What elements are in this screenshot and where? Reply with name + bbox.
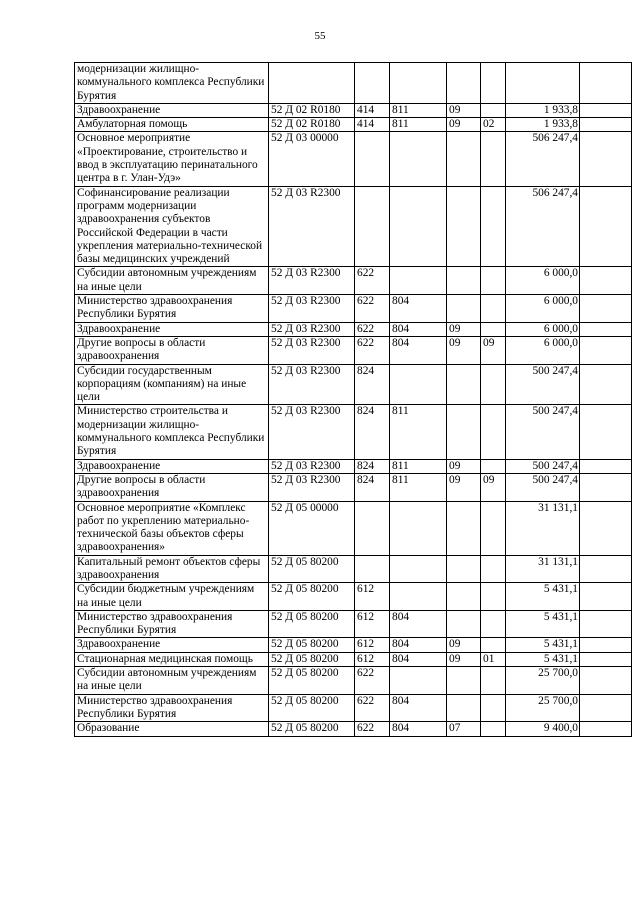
row-name-cell: Субсидии государственным корпорациям (компаниям) на иные цели [75, 364, 269, 405]
expense-type-code-cell [355, 555, 390, 583]
target-article-code-cell: 52 Д 05 80200 [269, 722, 355, 736]
subsection-code-cell [481, 103, 506, 117]
target-article-code-cell: 52 Д 03 R2300 [269, 405, 355, 459]
empty-column-cell [580, 364, 632, 405]
table-row [75, 186, 632, 267]
row-name-cell: Субсидии автономным учреждениям на иные цели [75, 267, 269, 295]
section-code-cell [447, 694, 481, 722]
section-code-cell: 09 [447, 322, 481, 336]
section-code-cell [447, 583, 481, 611]
section-code-cell: 07 [447, 722, 481, 736]
table-row [75, 267, 632, 295]
table-row [75, 694, 632, 722]
table-row [75, 132, 632, 186]
main-manager-code-cell: 804 [390, 322, 447, 336]
row-name-cell: Основное мероприятие «Проектирование, строительство и ввод в эксплуатацию перинатального центра в г. Улан-Удэ» [75, 132, 269, 186]
main-manager-code-cell [390, 667, 447, 695]
target-article-code-cell: 52 Д 03 00000 [269, 132, 355, 186]
target-article-code-cell: 52 Д 05 80200 [269, 667, 355, 695]
subsection-code-cell [481, 132, 506, 186]
row-name-cell: Здравоохранение [75, 103, 269, 117]
target-article-code-cell: 52 Д 03 R2300 [269, 186, 355, 267]
expense-type-code-cell: 824 [355, 364, 390, 405]
main-manager-code-cell: 804 [390, 295, 447, 323]
expense-type-code-cell: 622 [355, 336, 390, 364]
section-code-cell [447, 555, 481, 583]
row-name-cell: Субсидии бюджетным учреждениям на иные цели [75, 583, 269, 611]
empty-column-cell [580, 652, 632, 666]
empty-column-cell [580, 63, 632, 104]
empty-column-cell [580, 638, 632, 652]
main-manager-code-cell [390, 364, 447, 405]
subsection-code-cell [481, 63, 506, 104]
table-row [75, 610, 632, 638]
amount-cell: 5 431,1 [506, 638, 580, 652]
section-code-cell [447, 405, 481, 459]
expense-type-code-cell: 612 [355, 652, 390, 666]
page-number: 55 [314, 30, 326, 42]
target-article-code-cell: 52 Д 05 80200 [269, 694, 355, 722]
empty-column-cell [580, 501, 632, 555]
row-name-cell: Стационарная медицинская помощь [75, 652, 269, 666]
subsection-code-cell [481, 295, 506, 323]
target-article-code-cell: 52 Д 03 R2300 [269, 295, 355, 323]
target-article-code-cell: 52 Д 03 R2300 [269, 459, 355, 473]
table-row [75, 405, 632, 459]
expense-type-code-cell: 622 [355, 667, 390, 695]
section-code-cell: 09 [447, 336, 481, 364]
amount-cell: 500 247,4 [506, 405, 580, 459]
section-code-cell [447, 610, 481, 638]
main-manager-code-cell [390, 555, 447, 583]
empty-column-cell [580, 336, 632, 364]
amount-cell: 25 700,0 [506, 667, 580, 695]
empty-column-cell [580, 667, 632, 695]
row-name-cell: Здравоохранение [75, 322, 269, 336]
subsection-code-cell [481, 667, 506, 695]
expense-type-code-cell: 612 [355, 610, 390, 638]
section-code-cell: 09 [447, 652, 481, 666]
subsection-code-cell [481, 322, 506, 336]
main-manager-code-cell: 804 [390, 694, 447, 722]
row-name-cell: Капитальный ремонт объектов сферы здравоохранения [75, 555, 269, 583]
subsection-code-cell: 09 [481, 473, 506, 501]
amount-cell: 5 431,1 [506, 652, 580, 666]
table-row [75, 459, 632, 473]
main-manager-code-cell [390, 501, 447, 555]
target-article-code-cell: 52 Д 03 R2300 [269, 267, 355, 295]
row-name-cell: Министерство здравоохранения Республики Бурятия [75, 610, 269, 638]
row-name-cell: модернизации жилищно-коммунального комплекса Республики Бурятия [75, 63, 269, 104]
target-article-code-cell: 52 Д 05 00000 [269, 501, 355, 555]
main-manager-code-cell: 811 [390, 103, 447, 117]
main-manager-code-cell: 804 [390, 652, 447, 666]
row-name-cell: Министерство строительства и модернизации жилищно-коммунального комплекса Республики Бурятия [75, 405, 269, 459]
subsection-code-cell: 01 [481, 652, 506, 666]
expense-type-code-cell: 824 [355, 459, 390, 473]
main-manager-code-cell [390, 267, 447, 295]
row-name-cell: Основное мероприятие «Комплекс работ по укреплению материально-технической базы объектов сферы здравоохранения» [75, 501, 269, 555]
subsection-code-cell [481, 405, 506, 459]
table-row [75, 473, 632, 501]
amount-cell: 31 131,1 [506, 555, 580, 583]
amount-cell: 25 700,0 [506, 694, 580, 722]
amount-cell: 5 431,1 [506, 610, 580, 638]
section-code-cell: 09 [447, 459, 481, 473]
expense-type-code-cell: 612 [355, 638, 390, 652]
amount-cell: 500 247,4 [506, 364, 580, 405]
section-code-cell [447, 364, 481, 405]
subsection-code-cell [481, 501, 506, 555]
target-article-code-cell: 52 Д 05 80200 [269, 638, 355, 652]
empty-column-cell [580, 610, 632, 638]
amount-cell: 1 933,8 [506, 103, 580, 117]
target-article-code-cell: 52 Д 02 R0180 [269, 103, 355, 117]
section-code-cell [447, 667, 481, 695]
amount-cell: 1 933,8 [506, 118, 580, 132]
target-article-code-cell [269, 63, 355, 104]
amount-cell: 500 247,4 [506, 459, 580, 473]
section-code-cell: 09 [447, 638, 481, 652]
row-name-cell: Министерство здравоохранения Республики Бурятия [75, 295, 269, 323]
table-row [75, 667, 632, 695]
expense-type-code-cell: 612 [355, 583, 390, 611]
empty-column-cell [580, 694, 632, 722]
subsection-code-cell: 09 [481, 336, 506, 364]
section-code-cell: 09 [447, 103, 481, 117]
expense-type-code-cell: 414 [355, 103, 390, 117]
table-row [75, 501, 632, 555]
expense-type-code-cell: 824 [355, 405, 390, 459]
main-manager-code-cell: 804 [390, 722, 447, 736]
main-manager-code-cell: 804 [390, 610, 447, 638]
expense-type-code-cell: 622 [355, 694, 390, 722]
amount-cell: 5 431,1 [506, 583, 580, 611]
subsection-code-cell [481, 555, 506, 583]
amount-cell: 506 247,4 [506, 186, 580, 267]
empty-column-cell [580, 267, 632, 295]
amount-cell: 6 000,0 [506, 336, 580, 364]
amount-cell: 506 247,4 [506, 132, 580, 186]
table-row [75, 295, 632, 323]
main-manager-code-cell: 811 [390, 118, 447, 132]
table-row [75, 63, 632, 104]
main-manager-code-cell: 804 [390, 638, 447, 652]
table-row [75, 103, 632, 117]
row-name-cell: Софинансирование реализации программ модернизации здравоохранения субъектов Российской Федерации в части укрепления материально-технической базы медицинских учреждений [75, 186, 269, 267]
subsection-code-cell [481, 694, 506, 722]
table-row [75, 555, 632, 583]
expense-type-code-cell [355, 186, 390, 267]
subsection-code-cell [481, 267, 506, 295]
section-code-cell [447, 501, 481, 555]
row-name-cell: Министерство здравоохранения Республики Бурятия [75, 694, 269, 722]
expense-type-code-cell [355, 132, 390, 186]
target-article-code-cell: 52 Д 02 R0180 [269, 118, 355, 132]
subsection-code-cell [481, 638, 506, 652]
table-row [75, 583, 632, 611]
amount-cell: 6 000,0 [506, 267, 580, 295]
expense-type-code-cell [355, 63, 390, 104]
subsection-code-cell [481, 722, 506, 736]
section-code-cell: 09 [447, 473, 481, 501]
subsection-code-cell [481, 610, 506, 638]
row-name-cell: Амбулаторная помощь [75, 118, 269, 132]
row-name-cell: Другие вопросы в области здравоохранения [75, 336, 269, 364]
row-name-cell: Другие вопросы в области здравоохранения [75, 473, 269, 501]
row-name-cell: Субсидии автономным учреждениям на иные цели [75, 667, 269, 695]
target-article-code-cell: 52 Д 05 80200 [269, 652, 355, 666]
main-manager-code-cell [390, 132, 447, 186]
row-name-cell: Здравоохранение [75, 459, 269, 473]
target-article-code-cell: 52 Д 03 R2300 [269, 322, 355, 336]
expense-type-code-cell: 622 [355, 722, 390, 736]
budget-table [74, 62, 632, 737]
amount-cell: 500 247,4 [506, 473, 580, 501]
main-manager-code-cell: 811 [390, 405, 447, 459]
expense-type-code-cell: 622 [355, 295, 390, 323]
table-row [75, 336, 632, 364]
target-article-code-cell: 52 Д 03 R2300 [269, 336, 355, 364]
main-manager-code-cell [390, 63, 447, 104]
expense-type-code-cell: 622 [355, 322, 390, 336]
table-row [75, 652, 632, 666]
main-manager-code-cell [390, 583, 447, 611]
table-row [75, 364, 632, 405]
empty-column-cell [580, 103, 632, 117]
section-code-cell [447, 186, 481, 267]
empty-column-cell [580, 405, 632, 459]
subsection-code-cell [481, 459, 506, 473]
expense-type-code-cell [355, 501, 390, 555]
table-row [75, 722, 632, 736]
amount-cell: 31 131,1 [506, 501, 580, 555]
empty-column-cell [580, 186, 632, 267]
empty-column-cell [580, 583, 632, 611]
table-row [75, 118, 632, 132]
empty-column-cell [580, 295, 632, 323]
amount-cell: 9 400,0 [506, 722, 580, 736]
section-code-cell: 09 [447, 118, 481, 132]
empty-column-cell [580, 322, 632, 336]
empty-column-cell [580, 459, 632, 473]
target-article-code-cell: 52 Д 03 R2300 [269, 364, 355, 405]
row-name-cell: Образование [75, 722, 269, 736]
amount-cell [506, 63, 580, 104]
section-code-cell [447, 267, 481, 295]
expense-type-code-cell: 622 [355, 267, 390, 295]
main-manager-code-cell [390, 186, 447, 267]
section-code-cell [447, 63, 481, 104]
expense-type-code-cell: 824 [355, 473, 390, 501]
empty-column-cell [580, 722, 632, 736]
section-code-cell [447, 295, 481, 323]
table-row [75, 638, 632, 652]
target-article-code-cell: 52 Д 05 80200 [269, 555, 355, 583]
budget-table-body [75, 63, 632, 737]
expense-type-code-cell: 414 [355, 118, 390, 132]
row-name-cell: Здравоохранение [75, 638, 269, 652]
empty-column-cell [580, 118, 632, 132]
amount-cell: 6 000,0 [506, 295, 580, 323]
main-manager-code-cell: 811 [390, 473, 447, 501]
subsection-code-cell [481, 364, 506, 405]
target-article-code-cell: 52 Д 03 R2300 [269, 473, 355, 501]
main-manager-code-cell: 811 [390, 459, 447, 473]
subsection-code-cell [481, 583, 506, 611]
main-manager-code-cell: 804 [390, 336, 447, 364]
empty-column-cell [580, 555, 632, 583]
target-article-code-cell: 52 Д 05 80200 [269, 610, 355, 638]
amount-cell: 6 000,0 [506, 322, 580, 336]
subsection-code-cell [481, 186, 506, 267]
empty-column-cell [580, 132, 632, 186]
empty-column-cell [580, 473, 632, 501]
section-code-cell [447, 132, 481, 186]
target-article-code-cell: 52 Д 05 80200 [269, 583, 355, 611]
table-row [75, 322, 632, 336]
subsection-code-cell: 02 [481, 118, 506, 132]
